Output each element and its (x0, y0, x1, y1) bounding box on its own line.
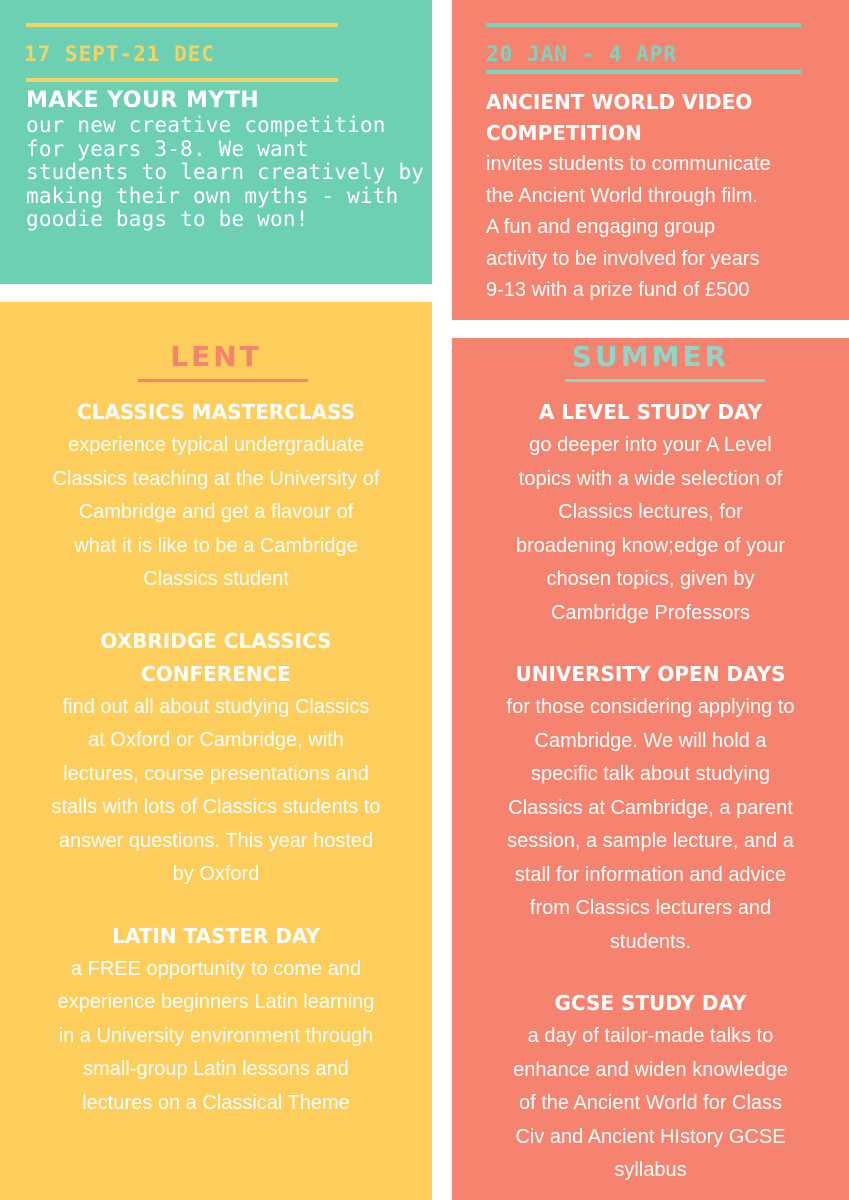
lent-title-underline (138, 379, 308, 382)
video-body-line: the Ancient World through film. (486, 184, 758, 207)
lent-heading (0, 340, 432, 374)
video-date-rule-bottom (486, 70, 801, 74)
item-body-line: lectures, course presentations and (63, 762, 369, 785)
item-body-line: from Classics lecturers and (529, 897, 772, 919)
item-body-line: what it is like to be a Cambridge (74, 534, 358, 557)
item-body-line: topics with a wide selection of (518, 467, 783, 490)
item-title: CLASSICS MASTERCLASS (77, 400, 355, 424)
lent-item-masterclass (8, 396, 424, 597)
myth-date-rule-top (26, 23, 338, 27)
myth-date: 17 SEPT-21 DEC (24, 42, 216, 66)
spacer (8, 892, 424, 920)
myth-body-line: for years 3-8. We want (26, 136, 309, 161)
item-body-line: stalls with lots of Classics students to (51, 796, 381, 818)
item-body-line: small-group Latin lessons and (83, 1058, 349, 1080)
lent-item-oxbridge-conference (8, 625, 424, 892)
item-title: OXBRIDGE CLASSICS (100, 628, 332, 653)
lent-title: LENT (170, 340, 262, 373)
video-date-rule-top (486, 23, 801, 27)
item-title: GCSE STUDY DAY (554, 991, 747, 1015)
spacer (452, 630, 849, 658)
item-body-line: lectures on a Classical Theme (82, 1091, 350, 1114)
item-body-line: at Oxford or Cambridge, with (88, 729, 344, 751)
item-title: A LEVEL STUDY DAY (538, 400, 763, 424)
item-body-line: a FREE opportunity to come and (70, 957, 362, 980)
item-title: UNIVERSITY OPEN DAYS (515, 662, 786, 686)
myth-body-line: making their own myths - with (26, 183, 399, 208)
item-body-line: go deeper into your A Level (529, 434, 772, 456)
spacer (452, 959, 849, 987)
item-title: CONFERENCE (141, 661, 291, 686)
item-body-line: answer questions. This year hosted (58, 829, 374, 852)
video-content (486, 87, 841, 307)
item-body-line: enhance and widen knowledge (513, 1058, 788, 1081)
summer-heading (452, 340, 849, 374)
item-body-line: Classics lectures, for (558, 501, 743, 523)
myth-content (26, 88, 426, 232)
summer-title: SUMMER (571, 340, 730, 373)
myth-body-line: students to learn creatively by (26, 160, 425, 184)
item-body-line: Cambridge. We will hold a (534, 729, 767, 752)
item-body-line: specific talk about studying (530, 763, 771, 785)
item-body-line: find out all about studying Classics (62, 695, 370, 718)
video-body-line: 9-13 with a prize fund of £500 (486, 279, 750, 301)
myth-title: MAKE YOUR MYTH (26, 88, 260, 113)
item-body-line: Classics teaching at the University of (52, 467, 380, 490)
summer-items (452, 396, 849, 1188)
summer-item-open-days (452, 658, 849, 959)
item-body-line: by Oxford (172, 863, 260, 885)
item-body-line: experience typical undergraduate (68, 434, 364, 456)
video-body-line: A fun and engaging group (486, 216, 716, 238)
item-body-line: syllabus (614, 1159, 687, 1181)
summer-item-a-level (452, 396, 849, 630)
item-body-line: chosen topics, given by (546, 568, 755, 590)
item-body-line: of the Ancient World for Class (518, 1092, 783, 1114)
item-body-line: a day of tailor-made talks to (527, 1025, 774, 1047)
spacer (8, 597, 424, 625)
summer-item-gcse (452, 987, 849, 1188)
myth-date-rule-bottom (26, 78, 338, 82)
item-title: LATIN TASTER DAY (112, 923, 320, 948)
item-body-line: session, a sample lecture, and a (507, 830, 794, 852)
item-body-line: Classics at Cambridge, a parent (508, 796, 793, 819)
video-title-line: COMPETITION (486, 121, 642, 145)
item-body-line: Civ and Ancient HIstory GCSE (515, 1125, 786, 1148)
item-body-line: stall for information and advice (514, 863, 787, 886)
item-body-line: experience beginners Latin learning (57, 991, 375, 1013)
video-date: 20 JAN - 4 APR (486, 42, 678, 66)
item-body-line: Cambridge Professors (551, 601, 750, 624)
myth-body-line: our new creative competition (26, 113, 386, 137)
video-body-line: invites students to communicate (486, 153, 771, 175)
item-body-line: students. (609, 930, 692, 953)
item-body-line: Cambridge and get a flavour of (78, 501, 354, 523)
video-title-line: ANCIENT WORLD VIDEO (486, 90, 753, 114)
myth-body (26, 114, 426, 232)
item-body-line: Classics student (143, 568, 289, 590)
video-body-line: activity to be involved for years (486, 247, 760, 270)
item-body-line: broadening know;edge of your (515, 534, 786, 557)
lent-items (8, 396, 424, 1120)
item-body-line: for those considering applying to (506, 696, 795, 718)
item-body-line: in a University environment through (58, 1024, 374, 1047)
lent-item-latin-taster (8, 920, 424, 1121)
myth-body-line: goodie bags to be won! (26, 207, 309, 231)
summer-title-underline (565, 379, 765, 382)
